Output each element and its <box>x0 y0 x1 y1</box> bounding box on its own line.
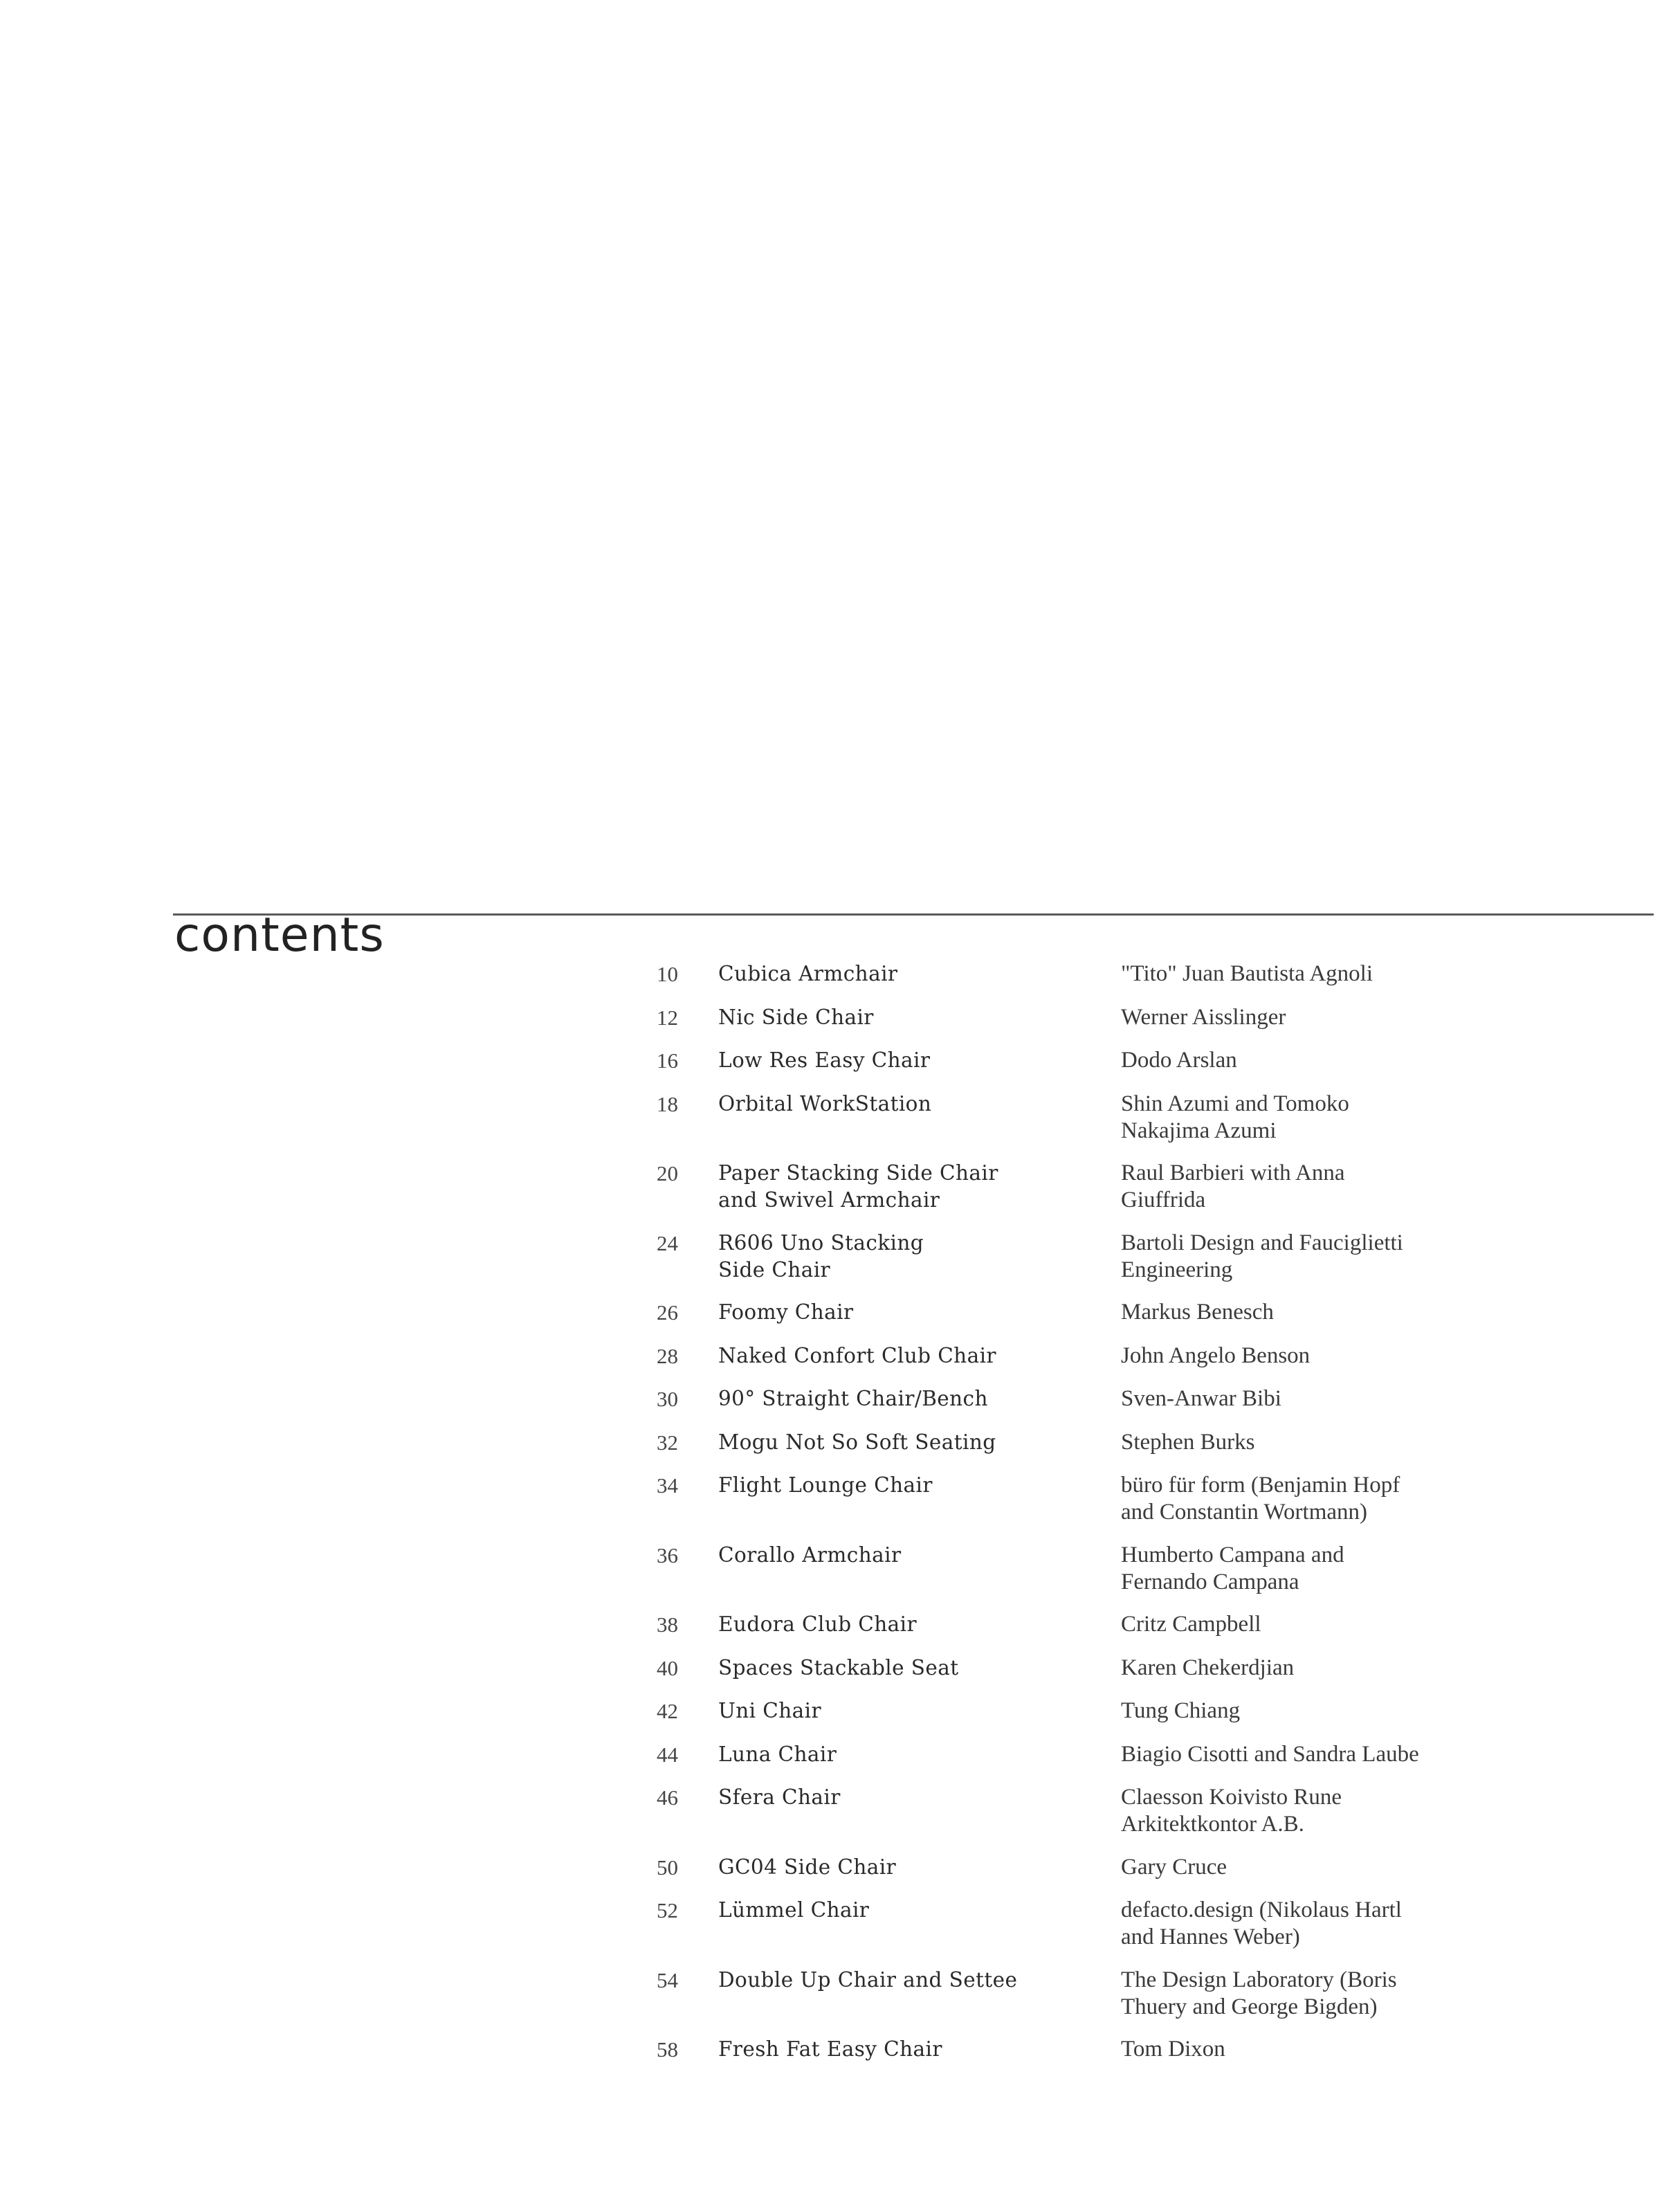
chair-title <box>718 1854 1106 1881</box>
designer-name-line: Fernando Campana <box>1121 1569 1299 1594</box>
designer-name <box>1121 961 1564 988</box>
contents-entry <box>623 1429 1591 1473</box>
chair-title <box>718 1967 1106 1994</box>
designer-name-line: Thuery and George Bigden) <box>1121 1994 1378 2019</box>
designer-name-line: Engineering <box>1121 1257 1233 1282</box>
contents-entry <box>623 1091 1591 1161</box>
chair-title-line: Mogu Not So Soft Seating <box>718 1430 996 1454</box>
contents-entry <box>623 1611 1591 1655</box>
designer-name <box>1121 1967 1564 2021</box>
chair-title-line: Flight Lounge Chair <box>718 1473 933 1497</box>
contents-entry <box>623 1385 1591 1429</box>
chair-title <box>718 1741 1106 1768</box>
chair-title-line: Spaces Stackable Seat <box>718 1655 959 1680</box>
contents-entry <box>623 961 1591 1004</box>
page-number: 18 <box>657 1091 678 1116</box>
designer-name-line: Humberto Campana and <box>1121 1542 1344 1567</box>
chair-title <box>718 1343 1106 1370</box>
heading-rule <box>173 913 1654 916</box>
page-number: 58 <box>657 2037 678 2062</box>
designer-name <box>1121 1854 1564 1881</box>
chair-title <box>718 1385 1106 1412</box>
contents-entry <box>623 1047 1591 1091</box>
chair-title-line: Luna Chair <box>718 1742 837 1766</box>
designer-name <box>1121 1004 1564 1031</box>
chair-title <box>718 1542 1106 1569</box>
designer-name <box>1121 1385 1564 1412</box>
chair-title-line: R606 Uno Stacking <box>718 1230 924 1255</box>
designer-name-line: Markus Benesch <box>1121 1300 1274 1325</box>
chair-title-line: Naked Confort Club Chair <box>718 1343 996 1367</box>
page-number: 44 <box>657 1742 678 1767</box>
designer-name-line: and Hannes Weber) <box>1121 1925 1300 1949</box>
chair-title-line: Sfera Chair <box>718 1785 841 1809</box>
chair-title <box>718 1230 1106 1284</box>
page-number: 10 <box>657 962 678 986</box>
chair-title-line: Low Res Easy Chair <box>718 1048 931 1072</box>
designer-name <box>1121 1047 1564 1074</box>
designer-name <box>1121 1611 1564 1638</box>
chair-title <box>718 1784 1106 1811</box>
designer-name-line: Critz Campbell <box>1121 1612 1261 1637</box>
chair-title-line: Lümmel Chair <box>718 1898 870 1922</box>
page-number: 46 <box>657 1785 678 1810</box>
chair-title-line: and Swivel Armchair <box>718 1188 940 1212</box>
page-number: 38 <box>657 1612 678 1637</box>
designer-name-line: Sven-Anwar Bibi <box>1121 1386 1281 1411</box>
page-title: contents <box>174 908 385 963</box>
contents-entry <box>623 1343 1591 1386</box>
page-number: 20 <box>657 1161 678 1185</box>
designer-name <box>1121 1160 1564 1214</box>
contents-entry <box>623 1542 1591 1612</box>
contents-entry <box>623 1784 1591 1854</box>
page-number: 32 <box>657 1430 678 1455</box>
contents-entry <box>623 1160 1591 1230</box>
designer-name-line: and Constantin Wortmann) <box>1121 1500 1368 1525</box>
designer-name-line: Stephen Burks <box>1121 1429 1255 1455</box>
designer-name <box>1121 1784 1564 1838</box>
chair-title-line: GC04 Side Chair <box>718 1855 897 1879</box>
chair-title-line: Foomy Chair <box>718 1300 854 1324</box>
chair-title <box>718 1472 1106 1499</box>
chair-title-line: Eudora Club Chair <box>718 1612 917 1636</box>
chair-title <box>718 1655 1106 1682</box>
chair-title <box>718 961 1106 988</box>
chair-title-line: Paper Stacking Side Chair <box>718 1161 998 1185</box>
chair-title-line: Uni Chair <box>718 1699 821 1722</box>
chair-title-line: Nic Side Chair <box>718 1005 874 1029</box>
contents-entry <box>623 1230 1591 1300</box>
designer-name <box>1121 1698 1564 1725</box>
designer-name-line: Gary Cruce <box>1121 1854 1227 1880</box>
designer-name <box>1121 1472 1564 1526</box>
designer-name-line: Tung Chiang <box>1121 1698 1241 1723</box>
designer-name <box>1121 1655 1564 1682</box>
contents-entry <box>623 1967 1591 2037</box>
designer-name-line: Biagio Cisotti and Sandra Laube <box>1121 1741 1419 1767</box>
contents-entry <box>623 1741 1591 1785</box>
page-number: 36 <box>657 1543 678 1567</box>
chair-title <box>718 1429 1106 1456</box>
page-number: 50 <box>657 1855 678 1880</box>
designer-name-line: Shin Azumi and Tomoko <box>1121 1091 1349 1116</box>
designer-name-line: Bartoli Design and Fauciglietti <box>1121 1230 1403 1255</box>
designer-name <box>1121 1542 1564 1596</box>
designer-name-line: Tom Dixon <box>1121 2037 1225 2062</box>
designer-name-line: büro für form (Benjamin Hopf <box>1121 1473 1400 1498</box>
designer-name-line: Werner Aisslinger <box>1121 1004 1286 1030</box>
designer-name-line: The Design Laboratory (Boris <box>1121 1967 1397 1992</box>
designer-name-line: Arkitektkontor A.B. <box>1121 1812 1304 1837</box>
contents-entry <box>623 1698 1591 1741</box>
designer-name-line: Dodo Arslan <box>1121 1048 1237 1073</box>
designer-name-line: John Angelo Benson <box>1121 1343 1311 1368</box>
chair-title-line: 90° Straight Chair/Bench <box>718 1387 988 1410</box>
chair-title-line: Cubica Armchair <box>718 962 898 985</box>
designer-name-line: Giuffrida <box>1121 1188 1206 1212</box>
page-number: 12 <box>657 1005 678 1030</box>
chair-title <box>718 1004 1106 1031</box>
page-number: 30 <box>657 1387 678 1411</box>
designer-name <box>1121 1091 1564 1145</box>
designer-name-line: Karen Chekerdjian <box>1121 1655 1295 1680</box>
chair-title <box>718 2036 1106 2063</box>
contents-list <box>623 961 1591 2080</box>
designer-name-line: defacto.design (Nikolaus Hartl <box>1121 1898 1402 1922</box>
contents-entry <box>623 2036 1591 2080</box>
designer-name-line: Nakajima Azumi <box>1121 1118 1277 1143</box>
chair-title <box>718 1047 1106 1074</box>
designer-name-line: "Tito" Juan Bautista Agnoli <box>1121 961 1373 986</box>
chair-title <box>718 1160 1106 1214</box>
chair-title-line: Corallo Armchair <box>718 1543 902 1567</box>
page-number: 24 <box>657 1230 678 1255</box>
designer-name <box>1121 2036 1564 2063</box>
contents-entry <box>623 1897 1591 1967</box>
page-number: 40 <box>657 1655 678 1680</box>
chair-title <box>718 1091 1106 1118</box>
designer-name-line: Raul Barbieri with Anna <box>1121 1161 1345 1185</box>
contents-entry <box>623 1299 1591 1343</box>
contents-entry <box>623 1655 1591 1698</box>
chair-title <box>718 1299 1106 1326</box>
chair-title-line: Fresh Fat Easy Chair <box>718 2037 942 2061</box>
page-number: 26 <box>657 1300 678 1325</box>
page-number: 34 <box>657 1473 678 1498</box>
page-number: 42 <box>657 1699 678 1723</box>
page-number: 28 <box>657 1343 678 1368</box>
chair-title <box>718 1897 1106 1924</box>
designer-name-line: Claesson Koivisto Rune <box>1121 1785 1342 1810</box>
designer-name <box>1121 1897 1564 1951</box>
chair-title <box>718 1698 1106 1725</box>
designer-name <box>1121 1230 1564 1284</box>
designer-name <box>1121 1343 1564 1370</box>
designer-name <box>1121 1299 1564 1326</box>
chair-title <box>718 1611 1106 1638</box>
designer-name <box>1121 1741 1564 1768</box>
chair-title-line: Double Up Chair and Settee <box>718 1967 1018 1992</box>
designer-name <box>1121 1429 1564 1456</box>
chair-title-line: Side Chair <box>718 1257 831 1282</box>
chair-title-line: Orbital WorkStation <box>718 1091 932 1116</box>
page-number: 52 <box>657 1898 678 1922</box>
page-number: 54 <box>657 1967 678 1992</box>
contents-entry <box>623 1854 1591 1898</box>
contents-entry <box>623 1472 1591 1542</box>
contents-entry <box>623 1004 1591 1048</box>
page-number: 16 <box>657 1048 678 1073</box>
